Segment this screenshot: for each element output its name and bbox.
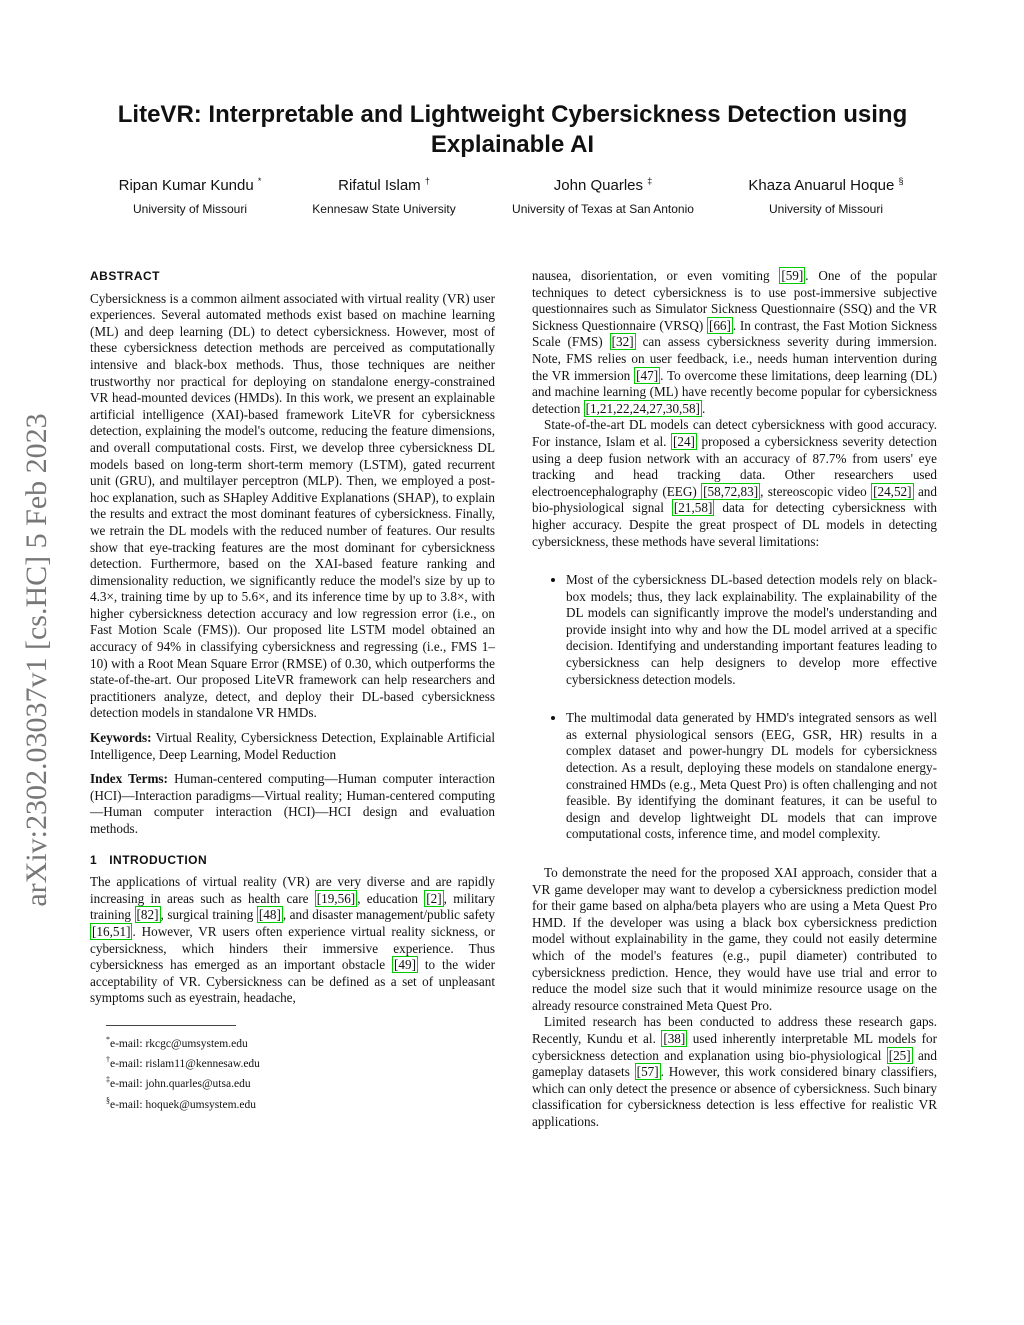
author-affiliation: University of Texas at San Antonio xyxy=(512,202,694,216)
text-run: . To overcome these limitations, deep learning (DL) and machine learning (ML) have recently become popular for cybersickness detection xyxy=(532,367,937,416)
author-3 xyxy=(483,176,723,216)
footnote-mark: † xyxy=(106,1055,110,1065)
arxiv-identifier: arXiv:2302.03037v1 [cs.HC] 5 Feb 2023 xyxy=(20,413,53,907)
text-run: , stereoscopic video xyxy=(760,483,872,499)
footnote-text: e-mail: john.quarles@utsa.edu xyxy=(110,1078,251,1091)
author-2 xyxy=(264,176,504,216)
citation-link[interactable]: [47] xyxy=(636,367,659,383)
body-paragraph xyxy=(532,417,937,550)
text-run: , education xyxy=(357,890,425,906)
text-run: data for detecting cybersickness with higher accuracy. Despite the great prospect of DL models in detecting cybersickness, these methods have several limitations: xyxy=(532,500,937,549)
text-run: Limited research has been conducted to address these research gaps. Recently, Kundu et al. xyxy=(532,1014,937,1046)
body-paragraph: To demonstrate the need for the proposed XAI approach, consider that a VR game developer may want to develop a cybersickness prediction model for their game based on alpha/beta players who are using a Meta Quest Pro HMD. If the developer was using a black box cybersickness prediction model without explainability in the game, they could not easily determine which of the model's features (e.g., pupil diameter) contributed to cybersickness prediction. Hence, they would have use trial and error to reduce the model size such that it would minimize resource usage on the already resource constrained Meta Quest Pro. xyxy=(532,865,937,1013)
footnote-mark: * xyxy=(106,1034,110,1044)
author-mark: ‡ xyxy=(647,176,653,186)
text-run: . In contrast, the Fast Motion Sickness Scale (FMS) xyxy=(532,317,937,350)
text-run: and bio-physiological signal xyxy=(532,483,937,516)
abstract-heading xyxy=(90,268,495,285)
citation-link[interactable]: [24] xyxy=(672,433,695,449)
citation-link[interactable]: [16,51] xyxy=(92,923,131,939)
author-name: Rifatul Islam xyxy=(338,177,421,194)
author-name: Khaza Anuarul Hoque xyxy=(748,177,895,194)
citation-link[interactable]: [48] xyxy=(258,907,281,923)
citation-link[interactable]: [58,72,83] xyxy=(703,483,759,499)
keywords-label: Keywords: xyxy=(90,730,152,746)
footnote xyxy=(106,1052,495,1072)
left-column xyxy=(90,268,495,1113)
author-mark: * xyxy=(257,176,262,186)
citation-link[interactable]: [2] xyxy=(426,890,442,906)
list-item: • The multimodal data generated by HMD's integrated sensors as well as external physiological sensors (EEG, GSR, HR) results in a complex dataset and power-hungry DL models for cybersickness detection. As a result, deploying these models on standalone energy-constrained HMDs (e.g., Meta Quest Pro) is often challenging and not feasible. By identifying the dominant features, it can be useful to design and develop lightweight DL models that can improve computational costs, inference time, and model complexity. xyxy=(566,710,937,843)
footnote-text: e-mail: hoquek@umsystem.edu xyxy=(110,1098,257,1111)
keywords xyxy=(90,730,495,763)
abstract-text: Cybersickness is a common ailment associated with virtual reality (VR) user experiences. Several automated methods exist based on machine learning (ML) and deep learning (DL) to detect cybersickness. However, most of these cybersickness detection methods are perceived as computationally intensive and black-box methods. Thus, those techniques are neither trustworthy nor practical for deploying on standalone energy-constrained VR head-mounted devices (HMDs). In this work, we present an explainable artificial intelligence (XAI)-based framework LiteVR for cybersickness detection, explaining the model's outcome, reducing the feature dimensions, and overall computational costs. First, we develop three cybersickness DL models based on long-term short-term memory (LSTM), gated recurrent unit (GRU), and multilayer perceptron (MLP). Then, we employed a post-hoc explanation, such as SHapley Additive Explanations (SHAP), to explain the results and extract the most dominant features of cybersickness. Finally, we retrain the DL models with the reduced number of features. Our results show that eye-tracking features are the most dominant for cybersickness detection. Furthermore, based on the XAI-based feature ranking and dimensionality reduction, we significantly reduce the model's size by up to 4.3×, training time by up to 5.6×, and its inference time by up to 3.8×, with higher cybersickness detection accuracy and low regression error (i.e., on Fast Motion Scale (FMS)). Our proposed lite LSTM model obtained an accuracy of 94% in classifying cybersickness and regressing (i.e., FMS 1–10) with a Root Mean Square Error (RMSE) of 0.30, which outperforms the state-of-the-art. Our proposed LiteVR framework can help researchers and practitioners analyze, detect, and deploy their DL-based cybersickness detection models in standalone VR HMDs. xyxy=(90,290,495,721)
section-number: 1 xyxy=(90,852,98,867)
text-run: can assess cybersickness severity during immersion. Note, FMS relies on user feedback, i.e., needs human intervention during the VR immersion xyxy=(532,334,937,383)
citation-link[interactable]: [32] xyxy=(611,334,634,350)
author-4 xyxy=(706,176,946,216)
list-item: • Most of the cybersickness DL-based detection models rely on black-box models; thus, they lack explainability. The explainability of the DL models can significantly improve the model's understanding and provide insight into why and how the DL model arrived at a specific decision. Identifying and understanding important features leading to cybersickness can help designers to develop more effective cybersickness detection models. xyxy=(566,572,937,688)
footnote-text: e-mail: rislam11@kennesaw.edu xyxy=(110,1058,260,1070)
citation-link[interactable]: [21,58] xyxy=(673,500,713,516)
author-mark: § xyxy=(898,176,904,186)
author-name: John Quarles xyxy=(553,177,644,194)
citation-link[interactable]: [57] xyxy=(636,1064,659,1080)
footnote-text: e-mail: rkcgc@umsystem.edu xyxy=(110,1037,248,1050)
author-affiliation: Kennesaw State University xyxy=(312,202,456,216)
text-run: . However, this work considered binary classifiers, which can only detect the presence or absence of cybersickness. Such binary classification for cybersickness detection is less effective for realistic VR applications. xyxy=(532,1064,937,1129)
index-terms-label: Index Terms: xyxy=(90,771,168,787)
footnote xyxy=(106,1032,495,1052)
text-run: , surgical training xyxy=(160,907,257,923)
right-column xyxy=(532,268,937,1131)
text-run: proposed a cybersickness severity detection using a deep fusion network with an accuracy of 87.7% from users' eye tracking and head tracking data. Other researchers used electroencephalography (EEG) xyxy=(532,433,937,499)
citation-link[interactable]: [59] xyxy=(781,268,804,283)
footnote xyxy=(106,1093,495,1113)
footnotes xyxy=(90,1032,495,1113)
text-run: to the wider acceptability of VR. Cybersickness can be defined as a set of unpleasant symptoms such as eyestrain, headache, xyxy=(90,957,495,1006)
text-run: and gameplay datasets xyxy=(532,1047,937,1080)
index-terms xyxy=(90,771,495,837)
body-paragraph xyxy=(532,1014,937,1130)
citation-link[interactable]: [49] xyxy=(393,957,416,973)
citation-link[interactable]: [19,56] xyxy=(316,890,356,906)
paper-title: LiteVR: Interpretable and Lightweight Cybersickness Detection using Explainable AI xyxy=(117,101,908,158)
author-affiliation: University of Missouri xyxy=(132,202,248,216)
footnote-mark: ‡ xyxy=(106,1075,110,1085)
footnote xyxy=(106,1072,495,1092)
index-terms-text: Human-centered computing—Human computer interaction (HCI)—Interaction paradigms—Virtual reality; Human-centered computing—Human computer interaction (HCI)—HCI design and evaluation methods. xyxy=(90,771,495,836)
footnote-divider xyxy=(106,1025,236,1026)
author-name: Ripan Kumar Kundu xyxy=(118,177,254,194)
citation-link[interactable]: [38] xyxy=(663,1030,686,1046)
section-title: INTRODUCTION xyxy=(109,852,208,867)
text-run: , military training xyxy=(90,890,495,923)
arxiv-side-stamp xyxy=(8,360,66,960)
footnote-mark: § xyxy=(106,1095,110,1105)
keywords-text: Virtual Reality, Cybersickness Detection, Explainable Artificial Intelligence, Deep Learning, Model Reduction xyxy=(90,730,496,762)
intro-paragraph xyxy=(90,874,495,1007)
author-mark: † xyxy=(424,176,430,186)
author-affiliation: University of Missouri xyxy=(768,202,884,216)
body-paragraph xyxy=(532,268,937,417)
text-run: used inherently interpretable ML models for cybersickness detection and explanation using bio-physiological xyxy=(532,1030,937,1063)
intro-heading xyxy=(90,852,495,869)
citation-link[interactable]: [25] xyxy=(888,1047,911,1063)
text-run: . One of the popular techniques to detect cybersickness is to use post-immersive subjective questionnaires such as Simulator Sickness Questionnaire (SSQ) and the VR Sickness Questionnaire (VRSQ) xyxy=(532,268,937,333)
text-run: The applications of virtual reality (VR) are very diverse and are rapidly increasing in areas such as health care xyxy=(90,874,495,906)
text-run: . xyxy=(701,400,706,416)
abstract-heading-text: ABSTRACT xyxy=(90,269,160,283)
text-run: . However, VR users often experience virtual reality sickness, or cybersickness, which hinders their immersive experience. Thus cybersickness has emerged as an important obstacle xyxy=(90,923,495,973)
text-run: State-of-the-art DL models can detect cybersickness with good accuracy. For instance, Islam et al. xyxy=(532,417,937,449)
citation-link[interactable]: [24,52] xyxy=(873,483,912,499)
citation-link[interactable]: [1,21,22,24,27,30,58] xyxy=(585,400,700,416)
text-run: , and disaster management/public safety xyxy=(282,907,495,923)
citation-link[interactable]: [82] xyxy=(136,907,159,923)
text-run: nausea, disorientation, or even vomiting xyxy=(532,268,780,283)
limitations-list xyxy=(532,572,937,843)
citation-link[interactable]: [66] xyxy=(708,317,731,333)
